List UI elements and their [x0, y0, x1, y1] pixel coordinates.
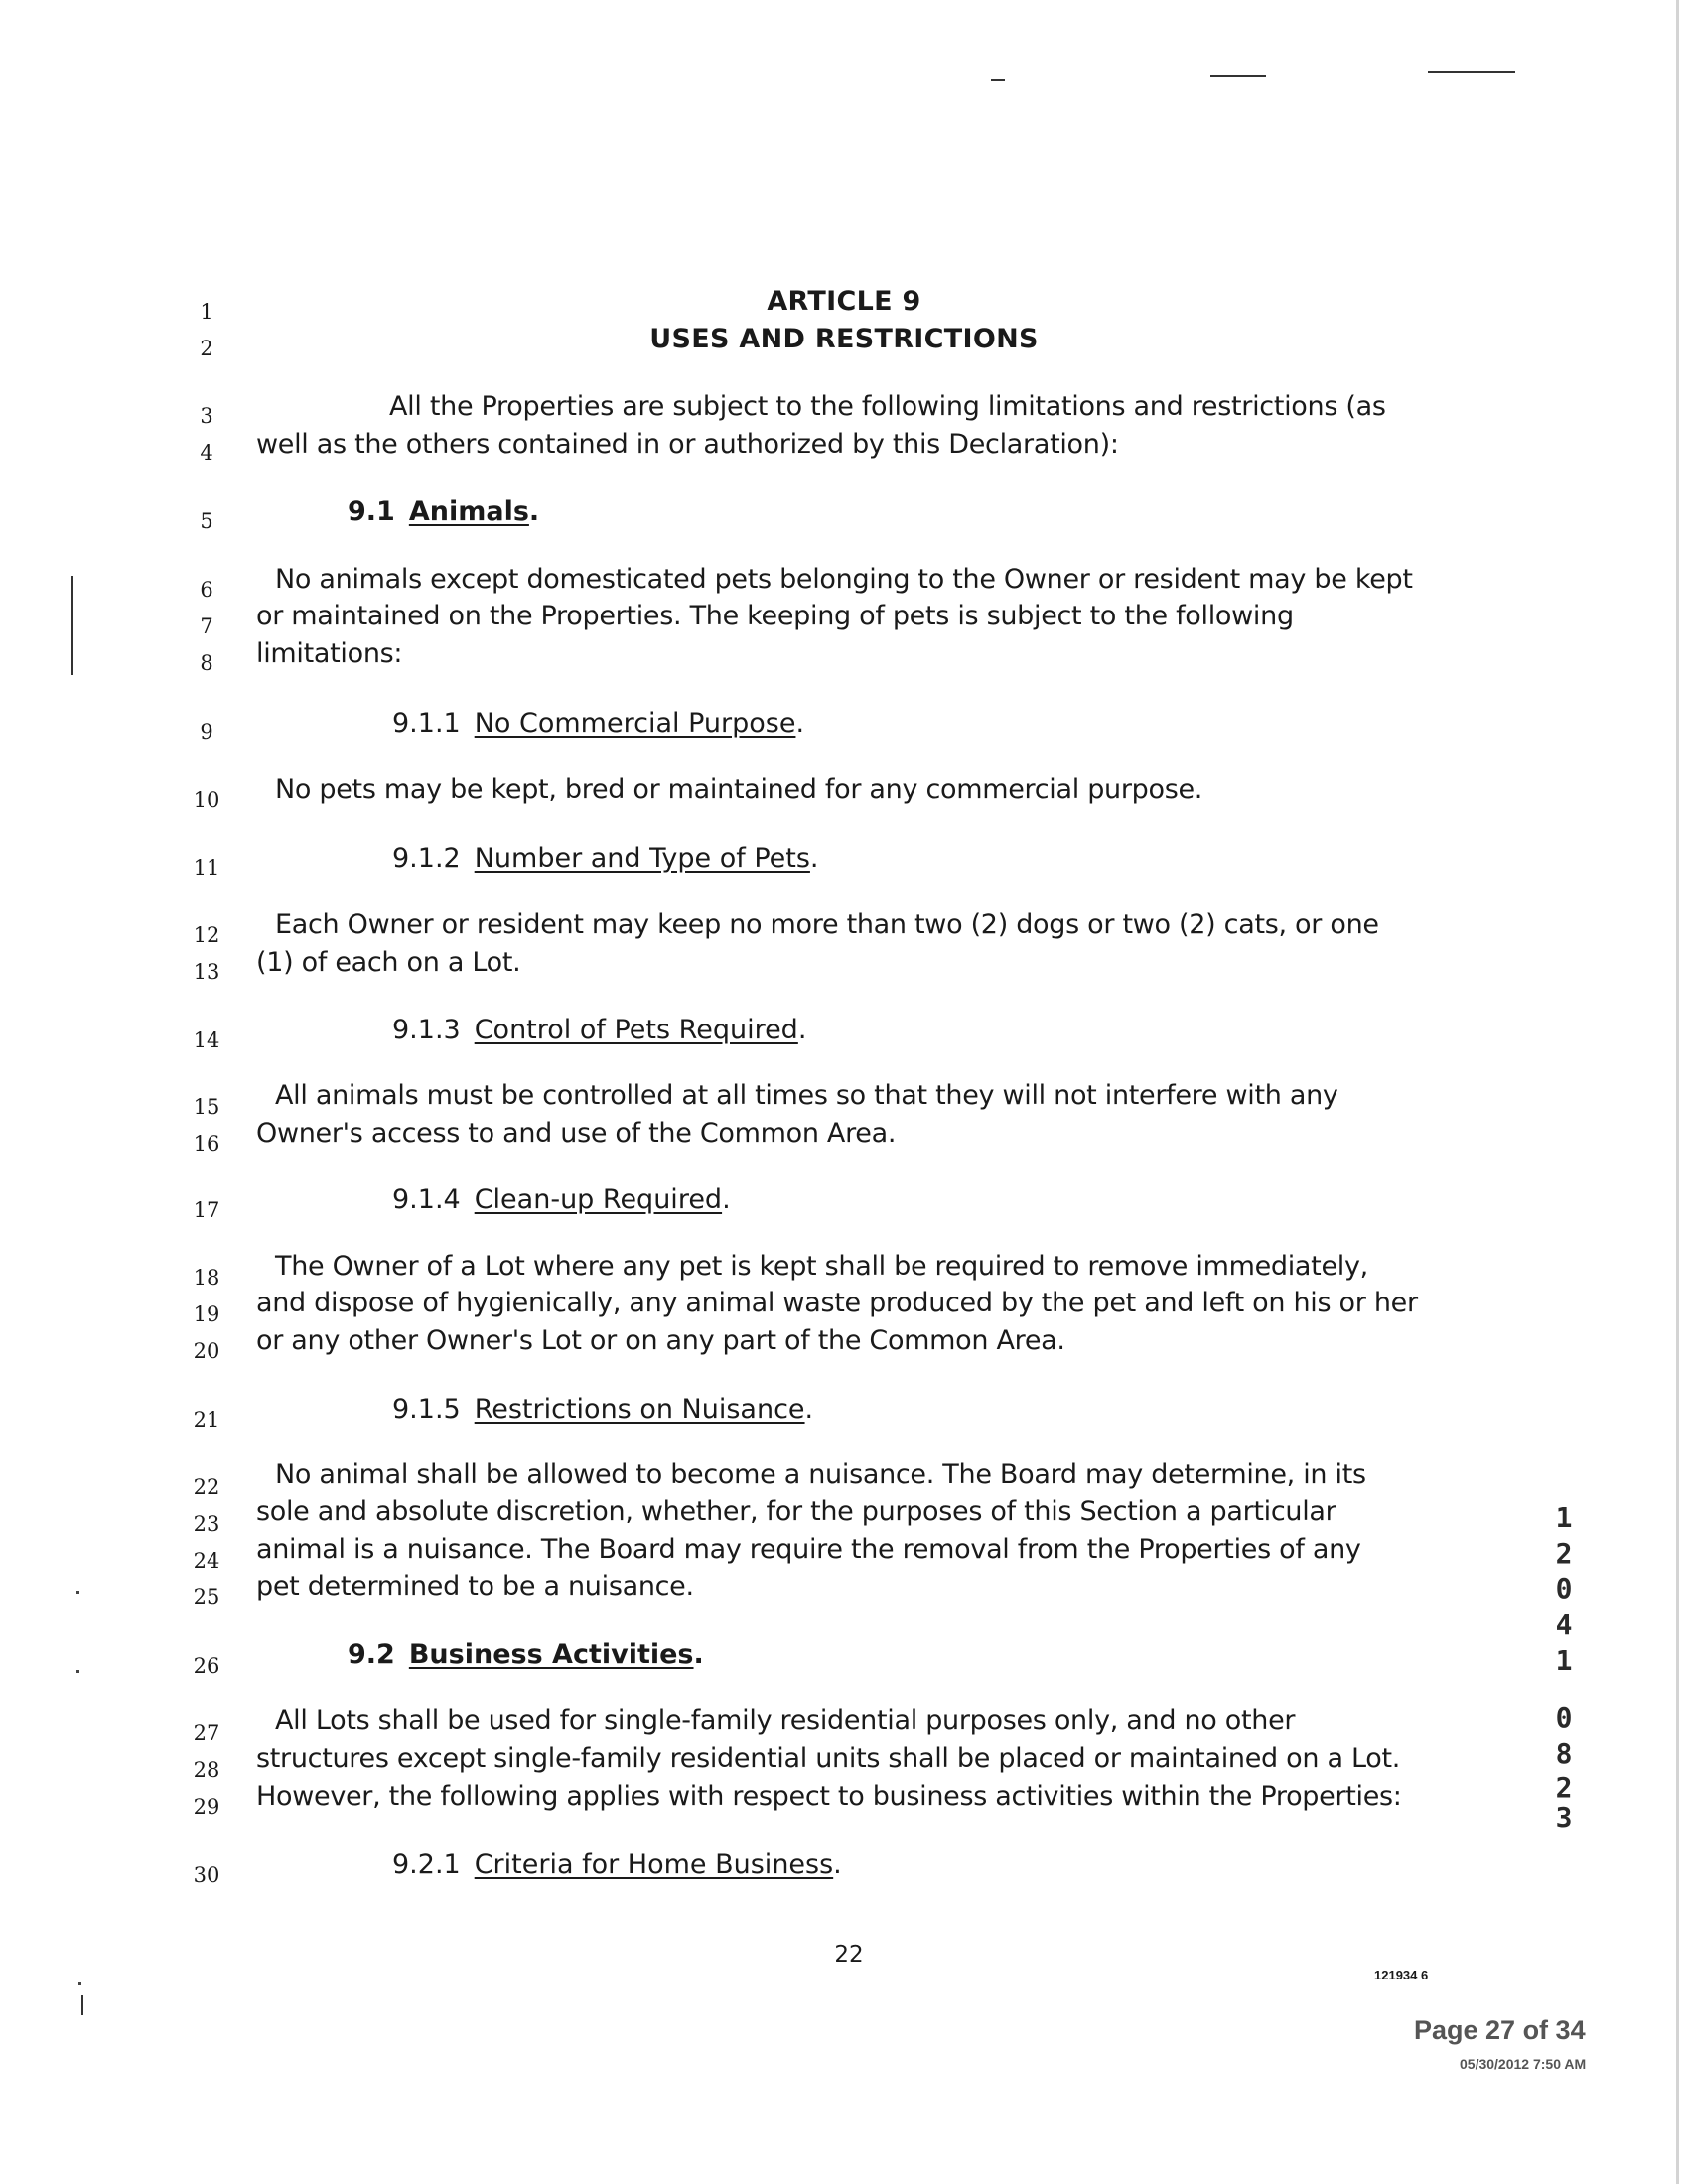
subsection-heading: 9.1.5 Restrictions on Nuisance. — [392, 1394, 814, 1425]
line-number: 27 — [193, 1721, 220, 1745]
line-number: 28 — [193, 1758, 220, 1782]
subsection-heading: 9.1.3 Control of Pets Required. — [392, 1015, 807, 1045]
line-number: 10 — [193, 788, 220, 812]
body-line: or any other Owner's Lot or on any part of the Common Area. — [256, 1325, 1065, 1356]
line-number: 5 — [200, 509, 213, 533]
subsection-number: 9.1.3 — [392, 1015, 461, 1045]
body-line: No animal shall be allowed to become a nuisance. The Board may determine, in its — [275, 1459, 1366, 1490]
recording-stamp-digit: 4 — [1555, 1608, 1573, 1641]
line-number: 17 — [193, 1198, 220, 1222]
scan-mark — [1210, 75, 1266, 77]
body-line: The Owner of a Lot where any pet is kept shall be required to remove immediately, — [275, 1251, 1368, 1282]
line-number: 21 — [193, 1408, 220, 1432]
line-number: 15 — [193, 1095, 220, 1119]
body-line: All animals must be controlled at all times so that they will not interfere with any — [275, 1080, 1338, 1111]
section-number: 9.1 — [348, 496, 395, 527]
subsection-number: 9.1.5 — [392, 1394, 461, 1425]
line-number: 2 — [200, 337, 213, 360]
body-line: animal is a nuisance. The Board may require the removal from the Properties of any — [256, 1534, 1361, 1565]
line-number: 20 — [193, 1339, 220, 1363]
line-number: 7 — [200, 614, 213, 638]
scan-mark — [991, 79, 1005, 81]
body-line: Owner's access to and use of the Common Area. — [256, 1118, 897, 1149]
body-line: structures except single-family residential units shall be placed or maintained on a Lot. — [256, 1743, 1401, 1774]
line-number: 9 — [200, 720, 213, 744]
recording-stamp-digit: 2 — [1555, 1537, 1573, 1570]
page-number: 22 — [834, 1942, 864, 1968]
recording-stamp-digit: 3 — [1555, 1801, 1573, 1834]
line-number: 6 — [200, 578, 213, 602]
body-line: (1) of each on a Lot. — [256, 947, 521, 978]
body-line: limitations: — [256, 638, 403, 669]
subsection-title: Control of Pets Required — [474, 1015, 798, 1045]
body-line: No pets may be kept, bred or maintained for any commercial purpose. — [275, 774, 1203, 805]
scan-mark — [78, 1982, 81, 1985]
body-line: and dispose of hygienically, any animal waste produced by the pet and left on his or her — [256, 1288, 1418, 1318]
subsection-heading: 9.2.1 Criteria for Home Business. — [392, 1849, 842, 1880]
line-number: 13 — [193, 960, 220, 984]
recording-stamp-digit: 8 — [1555, 1737, 1573, 1770]
recording-timestamp: 05/30/2012 7:50 AM — [1460, 2056, 1587, 2072]
line-number: 22 — [193, 1475, 220, 1499]
subsection-number: 9.1.1 — [392, 708, 461, 739]
scan-mark — [76, 1670, 79, 1673]
subsection-number: 9.1.4 — [392, 1184, 461, 1215]
line-number: 11 — [193, 856, 220, 880]
subsection-heading: 9.1.2 Number and Type of Pets. — [392, 843, 819, 874]
line-number: 24 — [193, 1549, 220, 1572]
scan-mark — [1428, 71, 1515, 73]
body-line: Each Owner or resident may keep no more than two (2) dogs or two (2) cats, or one — [275, 909, 1379, 940]
intro-line: All the Properties are subject to the following limitations and restrictions (as — [389, 391, 1386, 422]
line-number: 1 — [200, 300, 213, 324]
subsection-title: Criteria for Home Business — [474, 1849, 834, 1880]
recording-stamp-digit: 0 — [1555, 1702, 1573, 1734]
article-title: USES AND RESTRICTIONS — [649, 324, 1039, 354]
article-heading: ARTICLE 9 — [767, 286, 921, 317]
line-number: 18 — [193, 1266, 220, 1290]
line-number: 30 — [193, 1863, 220, 1887]
subsection-heading: 9.1.4 Clean-up Required. — [392, 1184, 731, 1215]
body-line: All Lots shall be used for single-family residential purposes only, and no other — [275, 1706, 1296, 1736]
line-number: 12 — [193, 923, 220, 947]
line-number: 25 — [193, 1585, 220, 1609]
recording-stamp-digit: 1 — [1555, 1501, 1573, 1534]
section-title: Business Activities — [408, 1639, 694, 1670]
subsection-heading: 9.1.1 No Commercial Purpose. — [392, 708, 805, 739]
line-number: 14 — [193, 1028, 220, 1052]
subsection-title: Number and Type of Pets — [474, 843, 810, 874]
scan-mark — [76, 1591, 79, 1594]
subsection-title: No Commercial Purpose — [474, 708, 796, 739]
body-line: or maintained on the Properties. The keeping of pets is subject to the following — [256, 601, 1294, 631]
body-line: pet determined to be a nuisance. — [256, 1571, 694, 1602]
line-number: 4 — [200, 441, 213, 465]
line-number: 23 — [193, 1512, 220, 1536]
section-title: Animals — [408, 496, 529, 527]
body-line: However, the following applies with respect to business activities within the Properties: — [256, 1781, 1402, 1812]
line-number: 26 — [193, 1654, 220, 1678]
scan-mark — [81, 1995, 83, 2015]
line-number: 29 — [193, 1795, 220, 1819]
recording-stamp-digit: 0 — [1555, 1572, 1573, 1605]
line-number: 16 — [193, 1132, 220, 1156]
recording-stamp-digit: 1 — [1555, 1644, 1573, 1677]
subsection-number: 9.2.1 — [392, 1849, 461, 1880]
scan-mark — [71, 576, 73, 675]
subsection-title: Clean-up Required — [474, 1184, 723, 1215]
section-heading: 9.2 Business Activities. — [348, 1639, 704, 1670]
document-id: 121934 6 — [1374, 1968, 1429, 1982]
section-number: 9.2 — [348, 1639, 395, 1670]
body-line: No animals except domesticated pets belonging to the Owner or resident may be kept — [275, 564, 1413, 595]
subsection-title: Restrictions on Nuisance — [474, 1394, 805, 1425]
body-line: sole and absolute discretion, whether, for the purposes of this Section a particular — [256, 1496, 1336, 1527]
subsection-number: 9.1.2 — [392, 843, 461, 874]
recording-stamp-digit: 2 — [1555, 1771, 1573, 1804]
line-number: 8 — [200, 651, 213, 675]
line-number: 3 — [200, 404, 213, 428]
section-heading: 9.1 Animals. — [348, 496, 540, 527]
line-number: 19 — [193, 1302, 220, 1326]
page-count-stamp: Page 27 of 34 — [1414, 2015, 1586, 2045]
intro-line: well as the others contained in or authorized by this Declaration): — [256, 429, 1119, 460]
